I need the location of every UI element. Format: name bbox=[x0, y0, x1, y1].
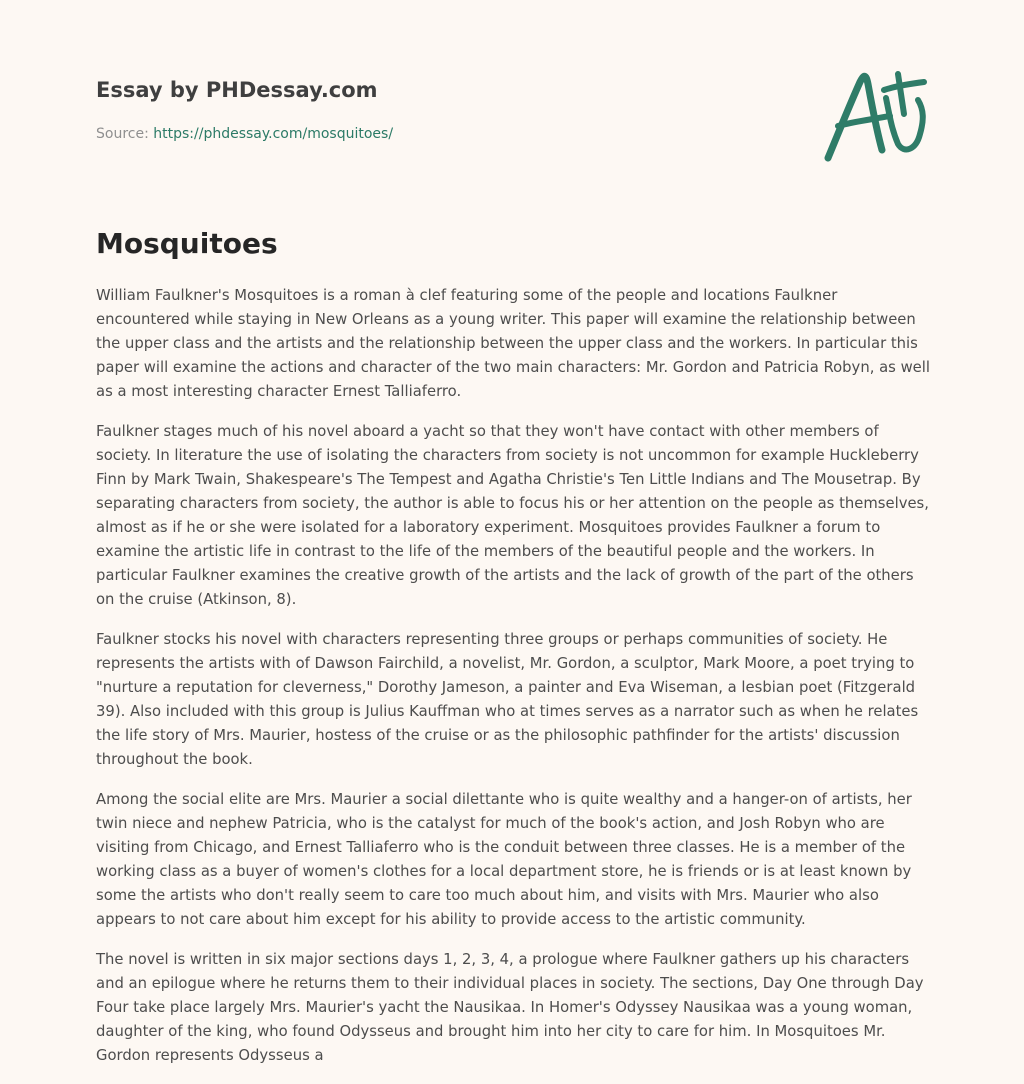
source-label: Source: bbox=[96, 126, 149, 142]
brand-title: Essay by PHDessay.com bbox=[96, 78, 378, 102]
essay-header bbox=[96, 76, 796, 144]
paragraph-5: The novel is written in six major sections days 1, 2, 3, 4, a prologue where Faulkner gathers up his characters and an epilogue where he returns them to their individual places in society. The sections, Day One through Day Four take place largely Mrs. Maurier's yacht the Nausikaa. In Homer's Odyssey Nausikaa was a young woman, daughter of the king, who found Odysseus and brought him into her city to care for him. In Mosquitoes Mr. Gordon represents Odysseus a bbox=[96, 951, 924, 1064]
article-body bbox=[96, 284, 934, 1084]
source-link[interactable]: https://phdessay.com/mosquitoes/ bbox=[153, 126, 394, 142]
article-title: Mosquitoes bbox=[96, 227, 278, 260]
paragraph-3: Faulkner stocks his novel with characters representing three groups or perhaps communities of society. He represents the artists with of Dawson Fairchild, a novelist, Mr. Gordon, a sculptor, Mark Moore, a poet trying to "nurture a reputation for cleverness," Dorothy Jameson, a painter and Eva Wiseman, a lesbian poet (Fitzgerald 39). Also included with this group is Julius Kauffman who at times serves as a narrator such as when he relates the life story of Mrs. Maurier, hostess of the cruise or as the philosophic pathfinder for the artists' discussion throughout the book. bbox=[96, 631, 919, 768]
a-plus-icon bbox=[820, 66, 930, 166]
a-plus-logo-svg bbox=[820, 66, 930, 166]
paragraph-4: Among the social elite are Mrs. Maurier a social dilettante who is quite wealthy and a hanger-on of artists, her twin niece and nephew Patricia, who is the catalyst for much of the book's action, and Josh Robyn who are visiting from Chicago, and Ernest Talliaferro who is the conduit between three classes. He is a member of the working class as a buyer of women's clothes for a local department store, he is friends or is at least known by some the artists who don't really seem to care too much about him, and visits with Mrs. Maurier who also appears to not care about him except for his ability to provide access to the artistic community. bbox=[96, 791, 912, 928]
paragraph-1: William Faulkner's Mosquitoes is a roman à clef featuring some of the people and locations Faulkner encountered while staying in New Orleans as a young writer. This paper will examine the relationship between the upper class and the artists and the relationship between the upper class and the workers. In particular this paper will examine the actions and character of the two main characters: Mr. Gordon and Patricia Robyn, as well as a most interesting character Ernest Talliaferro. bbox=[96, 287, 931, 400]
source-line bbox=[96, 124, 796, 144]
paragraph-2: Faulkner stages much of his novel aboard a yacht so that they won't have contact with other members of society. In literature the use of isolating the characters from society is not uncommon for example Huckleberry Finn by Mark Twain, Shakespeare's The Tempest and Agatha Christie's Ten Little Indians and The Mousetrap. By separating characters from society, the author is able to focus his or her attention on the people as themselves, almost as if he or she were isolated for a laboratory experiment. Mosquitoes provides Faulkner a forum to examine the artistic life in contrast to the life of the members of the beautiful people and the workers. In particular Faulkner examines the creative growth of the artists and the lack of growth of the part of the others on the cruise (Atkinson, 8). bbox=[96, 423, 929, 608]
